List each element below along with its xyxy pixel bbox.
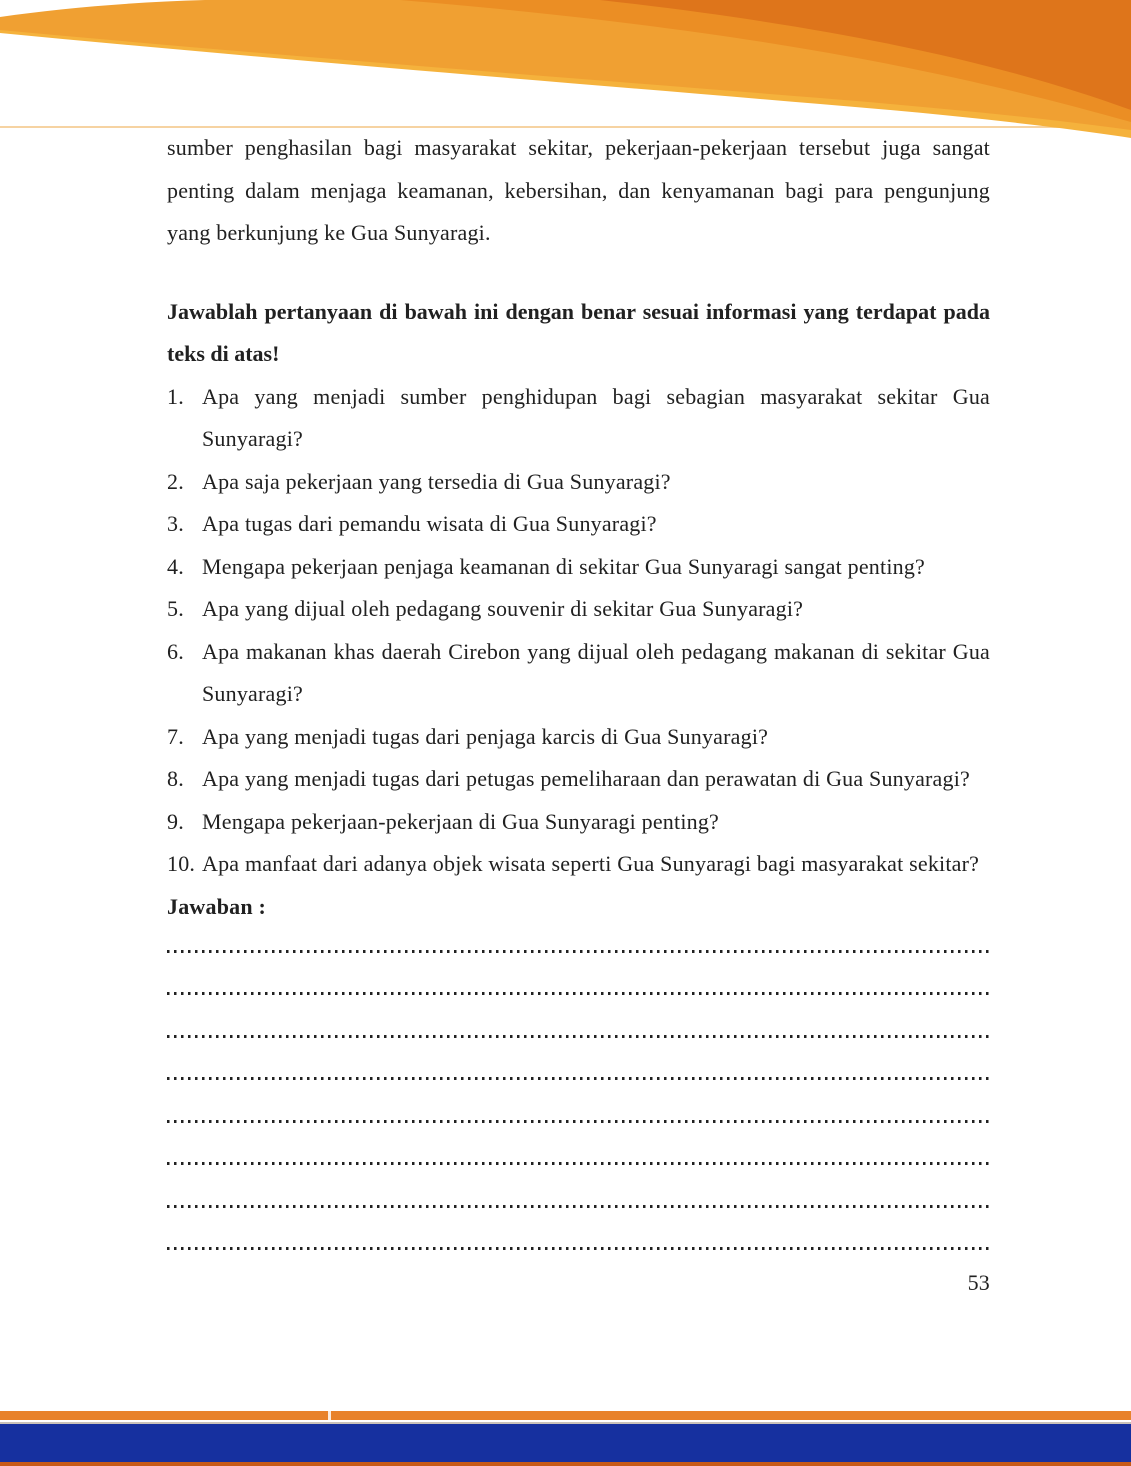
answer-line: [167, 1088, 990, 1131]
question-item: [167, 631, 990, 716]
question-text: Apa yang menjadi tugas dari petugas pemeliharaan dan perawatan di Gua Sunyaragi?: [202, 766, 970, 791]
answer-lines: [167, 918, 990, 1258]
footer-bar-divider: [328, 1411, 331, 1420]
question-text: Apa yang menjadi sumber penghidupan bagi sebagian masyarakat sekitar Gua Sunyaragi?: [202, 383, 990, 451]
question-number: 8.: [167, 766, 184, 791]
dotted-rule: [167, 1035, 990, 1038]
question-number: 2.: [167, 468, 184, 494]
question-text: Apa yang dijual oleh pedagang souvenir di sekitar Gua Sunyaragi?: [202, 596, 804, 621]
question-item: [167, 376, 990, 461]
question-item: [167, 758, 990, 801]
question-text: Apa makanan khas daerah Cirebon yang dijual oleh pedagang makanan di sekitar Gua Sunyaragi?: [202, 638, 990, 706]
question-text: Mengapa pekerjaan penjaga keamanan di sekitar Gua Sunyaragi sangat penting?: [202, 553, 925, 579]
question-number: 6.: [167, 638, 184, 664]
answer-line: [167, 1173, 990, 1216]
questions-list: [167, 376, 990, 886]
question-item: [167, 716, 990, 759]
question-item: [167, 843, 990, 886]
footer-orange-bar: [0, 1411, 1131, 1420]
page-body: [167, 127, 990, 1305]
question-item: [167, 503, 990, 546]
question-text: Mengapa pekerjaan-pekerjaan di Gua Sunyaragi penting?: [202, 808, 719, 834]
answer-line: [167, 918, 990, 961]
header-swoosh-decoration: [0, 0, 1131, 142]
dotted-rule: [167, 1205, 990, 1208]
dotted-rule: [167, 1162, 990, 1165]
question-number: 10.: [167, 851, 196, 876]
question-item: [167, 588, 990, 631]
question-text: Apa saja pekerjaan yang tersedia di Gua Sunyaragi?: [202, 468, 671, 494]
question-number: 5.: [167, 596, 184, 621]
answer-line: [167, 961, 990, 1004]
dotted-rule: [167, 1077, 990, 1080]
question-text: Apa tugas dari pemandu wisata di Gua Sunyaragi?: [202, 511, 657, 536]
answer-line: [167, 1216, 990, 1259]
footer-blue-bar: [0, 1424, 1131, 1462]
page-number: 53: [967, 1270, 990, 1295]
question-item: [167, 801, 990, 844]
dotted-rule: [167, 1247, 990, 1250]
answer-line: [167, 1003, 990, 1046]
instruction-heading: Jawablah pertanyaan di bawah ini dengan benar sesuai informasi yang terdapat pada teks di atas!: [167, 298, 990, 366]
footer-bottom-line: [0, 1462, 1131, 1466]
answers-label: Jawaban :: [167, 893, 266, 919]
question-number: 9.: [167, 808, 184, 834]
intro-paragraph: sumber penghasilan bagi masyarakat sekitar, pekerjaan-pekerjaan tersebut juga sangat penting dalam menjaga keamanan, kebersihan, dan kenyamanan bagi para pengunjung yang berkunjung ke Gua Sunyaragi.: [167, 135, 990, 245]
dotted-rule: [167, 950, 990, 953]
answer-line: [167, 1046, 990, 1089]
dotted-rule: [167, 992, 990, 995]
question-number: 7.: [167, 723, 184, 749]
question-number: 4.: [167, 553, 184, 579]
question-item: [167, 461, 990, 504]
question-number: 1.: [167, 383, 184, 409]
question-text: Apa manfaat dari adanya objek wisata seperti Gua Sunyaragi bagi masyarakat sekitar?: [202, 851, 980, 876]
question-item: [167, 546, 990, 589]
question-text: Apa yang menjadi tugas dari penjaga karcis di Gua Sunyaragi?: [202, 723, 769, 749]
answer-line: [167, 1131, 990, 1174]
dotted-rule: [167, 1120, 990, 1123]
question-number: 3.: [167, 511, 184, 536]
